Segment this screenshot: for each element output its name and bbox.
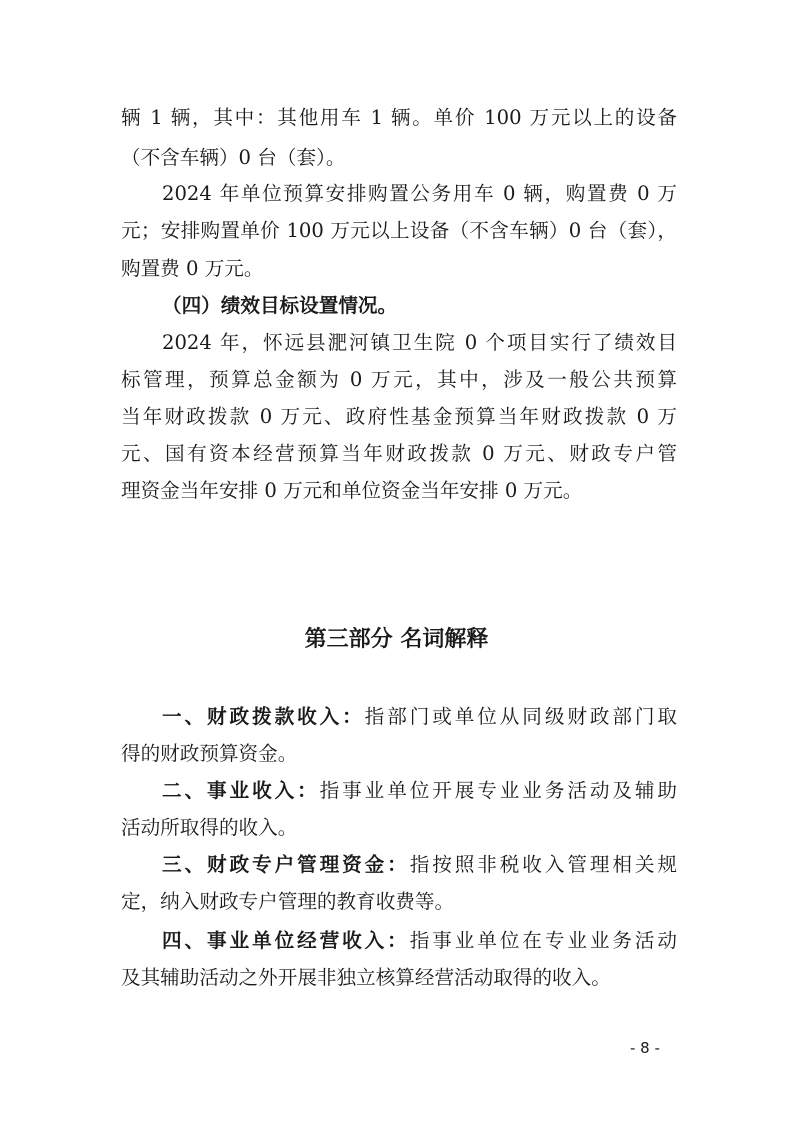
paragraph-line: 2024 年，怀远县淝河镇卫生院 0 个项目实行了绩效目 [162, 331, 677, 354]
paragraph-line: 当年财政拨款 0 万元、政府性基金预算当年财政拨款 0 万 [121, 405, 677, 428]
definition-first-line [162, 778, 677, 804]
paragraph-line: 元、国有资本经营预算当年财政拨款 0 万元、财政专户管 [121, 442, 677, 465]
paragraph-line: 辆 1 辆，其中：其他用车 1 辆。单价 100 万元以上的设备 [121, 106, 677, 129]
definition-first-line [162, 928, 677, 954]
definition-line: 定，纳入财政专户管理的教育收费等。 [121, 890, 455, 913]
paragraph-line: 2024 年单位预算安排购置公务用车 0 辆，购置费 0 万 [162, 182, 677, 205]
paragraph-line: 理资金当年安排 0 万元和单位资金当年安排 0 万元。 [121, 479, 583, 502]
paragraph-line: 元；安排购置单价 100 万元以上设备（不含车辆）0 台（套）， [121, 219, 677, 242]
definition-line: 活动所取得的收入。 [121, 816, 298, 839]
definition-text: 指事业单位在专业业务活动 [409, 929, 677, 952]
section-heading: （四）绩效目标设置情况。 [162, 294, 398, 317]
definition-first-line [162, 852, 677, 878]
definition-text: 指部门或单位从同级财政部门取 [364, 705, 678, 728]
definition-text: 指按照非税收入管理相关规 [409, 853, 677, 876]
definition-term: 一、财政拨款收入： [162, 705, 365, 728]
definition-term: 四、事业单位经营收入： [162, 929, 410, 952]
part-title: 第三部分 名词解释 [304, 627, 489, 652]
definition-line: 及其辅助活动之外开展非独立核算经营活动取得的收入。 [121, 966, 611, 989]
definition-line: 得的财政预算资金。 [121, 742, 298, 765]
definition-text: 指事业单位开展专业业务活动及辅助 [319, 779, 678, 802]
paragraph-line: 标管理，预算总金额为 0 万元，其中，涉及一般公共预算 [121, 368, 677, 391]
paragraph-line: （不含车辆）0 台（套）。 [121, 146, 346, 169]
definition-first-line [162, 704, 677, 730]
definition-term: 三、财政专户管理资金： [162, 853, 410, 876]
page-number: - 8 - [630, 1039, 660, 1057]
paragraph-line: 购置费 0 万元。 [121, 257, 264, 280]
definition-term: 二、事业收入： [162, 779, 320, 802]
